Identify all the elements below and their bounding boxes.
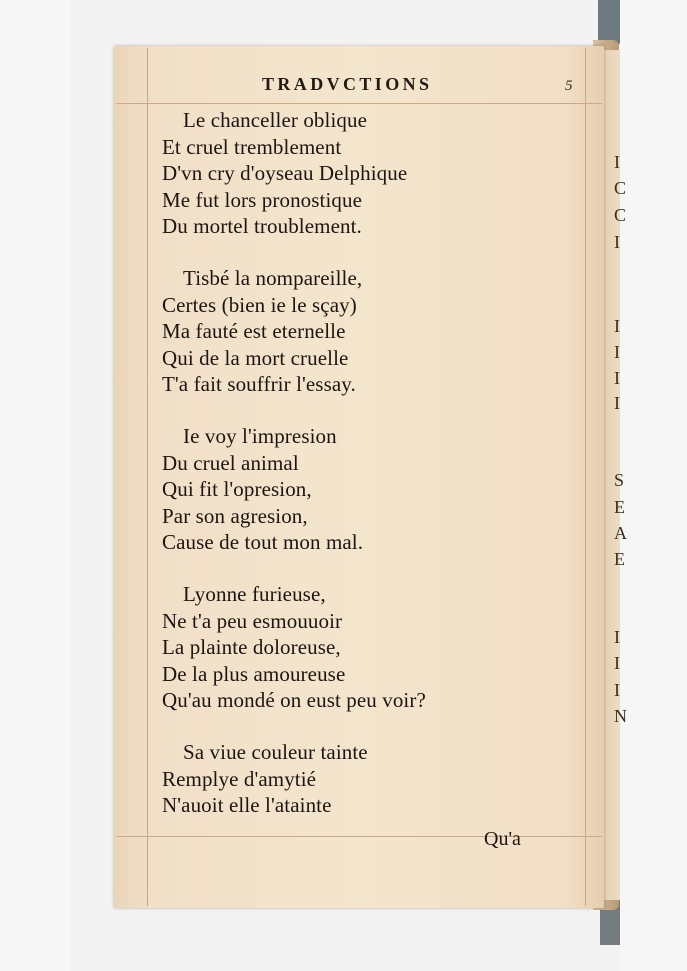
- verse-line: T'a fait souffrir l'essay.: [162, 372, 356, 396]
- verse-line: Ma fauté est eternelle: [162, 319, 346, 343]
- verse-line: D'vn cry d'oyseau Delphique: [162, 161, 408, 185]
- facing-page-letter: A: [614, 523, 627, 543]
- verse-line: Du mortel troublement.: [162, 214, 362, 238]
- verse-line: Ne t'a peu esmouuoir: [162, 608, 343, 633]
- page-number: 5: [565, 78, 573, 94]
- verse-line: Qui de la mort cruelle: [162, 345, 349, 370]
- verse-line: Le chanceller oblique: [183, 108, 368, 132]
- facing-page-letter: C: [614, 178, 627, 198]
- verse-line: De la plus amoureuse: [162, 661, 346, 686]
- verse-line: Du cruel animal: [162, 450, 299, 475]
- verse-line: La plainte doloreuse,: [162, 635, 341, 659]
- facing-page-letter: I: [614, 393, 620, 413]
- verse-line: Cause de tout mon mal.: [162, 530, 364, 554]
- verse-line: Certes (bien ie le sçay): [162, 292, 357, 317]
- verse-line: N'auoit elle l'atainte: [162, 793, 332, 817]
- verse-line: Tisbé la nompareille,: [183, 266, 363, 290]
- verse-line: Me fut lors pronostique: [162, 187, 363, 212]
- facing-page-letter: I: [614, 368, 620, 388]
- facing-page-letter: I: [614, 342, 620, 362]
- facing-page-letter: C: [614, 205, 627, 225]
- background-left: [0, 0, 70, 971]
- facing-page-letter: E: [614, 549, 625, 569]
- background-right: [620, 0, 687, 971]
- facing-page-letter: E: [614, 497, 625, 517]
- verse-line: Qu'au mondé on eust peu voir?: [162, 688, 426, 712]
- verse-line: Remplye d'amytié: [162, 766, 317, 791]
- margin-rule-left: [147, 48, 148, 906]
- verse-line: Par son agresion,: [162, 503, 308, 528]
- verse-line: Ie voy l'impresion: [183, 424, 337, 448]
- facing-page-letter: I: [614, 316, 620, 336]
- verse-line: Et cruel tremblement: [162, 134, 342, 159]
- facing-page-letter: S: [614, 470, 625, 490]
- verse-line: Lyonne furieuse,: [183, 582, 326, 606]
- footer-rule: [116, 836, 602, 837]
- facing-page-letter: I: [614, 680, 620, 700]
- running-header: TRADVCTIONS: [262, 74, 433, 94]
- facing-page-letter: I: [614, 653, 620, 673]
- facing-page-letter: I: [614, 232, 620, 252]
- header-rule: [116, 103, 602, 104]
- catchword: Qu'a: [484, 828, 521, 850]
- verse-line: Qui fit l'opresion,: [162, 477, 312, 501]
- facing-page-letter: N: [614, 706, 627, 726]
- margin-rule-right: [585, 48, 586, 906]
- verse-line: Sa viue couleur tainte: [183, 740, 368, 764]
- facing-page-letter: I: [614, 627, 620, 647]
- facing-page-letter: I: [614, 152, 620, 172]
